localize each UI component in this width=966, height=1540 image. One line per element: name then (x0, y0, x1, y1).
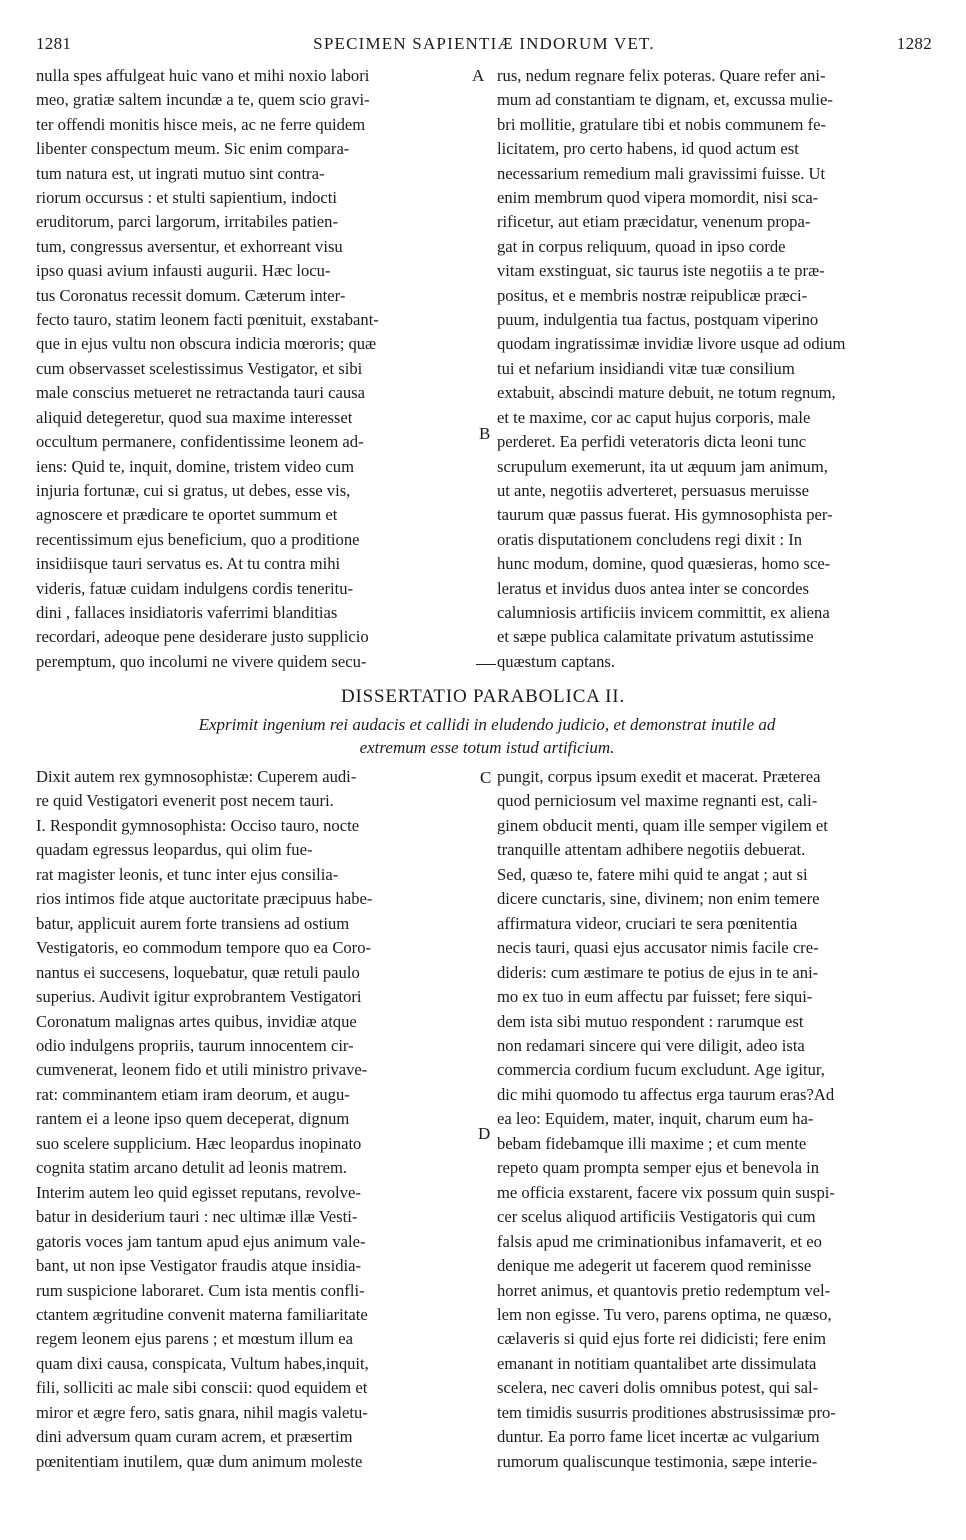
text-line: libenter conspectum meum. Sic enim compara- (36, 139, 350, 159)
text-line: cumvenerat, leonem fido et utili ministro privave- (36, 1060, 368, 1080)
section-title: DISSERTATIO PARABOLICA II. (341, 686, 625, 707)
text-line: rat magister leonis, et tunc inter ejus consilia- (36, 864, 339, 884)
text-line: ctantem ægritudine convenit materna familiaritate (36, 1304, 368, 1324)
text-line: miror et ægre fero, satis gnara, nihil magis valetu- (36, 1402, 368, 1422)
section-divider (476, 664, 496, 665)
text-line: leratus et invidus duos antea inter se concordes (497, 578, 809, 598)
text-line: pœnitentiam inutilem, quæ dum animum moleste (36, 1451, 363, 1471)
text-line: dini , fallaces insidiatoris vaferrimi blanditias (36, 602, 338, 622)
text-line: re quid Vestigatori evenerit post necem tauri. (36, 791, 334, 811)
text-line: quam dixi causa, conspicata, Vultum habes,inquit, (36, 1353, 369, 1373)
text-line: duntur. Ea porro fame licet incertæ ac vulgarium (497, 1427, 820, 1447)
text-line: tum, congressus aversentur, et exhorreant visu (36, 236, 343, 256)
bottom-right-column (497, 765, 931, 1474)
bottom-left-column (36, 765, 472, 1474)
text-line: necessarium remedium mali gravissimi fuisse. Ut (497, 163, 826, 183)
text-line: dem ista sibi mutuo respondent : rarumque est (497, 1011, 804, 1031)
text-line: peremptum, quo incolumi ne vivere quidem secu- (36, 651, 367, 671)
text-line: hunc modum, domine, quod quæsieras, homo sce- (497, 554, 831, 574)
text-line: et sæpe publica calamitate privatum astutissime (497, 627, 814, 647)
text-line: videris, fatuæ cuidam indulgens cordis teneritu- (36, 578, 354, 598)
text-line: falsis apud me criminationibus infamaverit, et eo (497, 1231, 822, 1251)
text-line: denique me adegerit ut facerem quod reminisse (497, 1256, 812, 1276)
text-line: rificetur, aut etiam præcidatur, venenum propa- (497, 212, 811, 232)
text-line: repeto quam prompta semper ejus et benevola in (497, 1158, 820, 1178)
text-line: cognita statim arcano detulit ad leonis matrem. (36, 1158, 348, 1178)
text-line: rus, nedum regnare felix poteras. Quare refer ani- (497, 66, 826, 85)
text-line: dideris: cum æstimare te potius de ejus in te ani- (497, 962, 819, 982)
text-line: affirmatura videor, cruciari te sera pœnitentia (497, 913, 798, 933)
text-line: occultum permanere, confidentissime leonem ad- (36, 432, 364, 452)
text-line: superius. Audivit igitur exprobrantem Vestigatori (36, 987, 362, 1007)
text-line: bebam fidebamque illi maxime ; et cum mente (497, 1133, 807, 1153)
text-line: Interim autem leo quid egisset reputans, revolve- (36, 1182, 361, 1202)
top-right-column (497, 64, 931, 674)
text-line: ginem obducit menti, quam ille semper vigilem et (497, 815, 828, 835)
text-line: nantus ei succesens, loquebatur, quæ retuli paulo (36, 962, 360, 982)
text-line: tus Coronatus recessit domum. Cæterum inter- (36, 285, 346, 305)
text-line: emanant in notitiam quantalibet arte dissimulata (497, 1353, 817, 1373)
page-number-left: 1281 (36, 34, 72, 53)
section-subtitle (44, 713, 930, 759)
text-line: enim membrum quod vipera momordit, nisi sca- (497, 188, 819, 208)
text-line: mo ex tuo in eum affectu par fuisset; fere siqui- (497, 987, 813, 1007)
text-line: perderet. Ea perfidi veteratoris dicta leoni tunc (497, 432, 807, 452)
text-line: ipso quasi avium infausti augurii. Hæc locu- (36, 261, 331, 281)
text-line: horret animus, et quantovis pretio redemptum vel- (497, 1280, 831, 1300)
text-line: calumniosis artificiis invicem committit, ex aliena (497, 602, 830, 622)
text-line: odio indulgens propriis, taurum innocentem cir- (36, 1035, 354, 1055)
text-line: meo, gratiæ saltem incundæ a te, quem scio gravi- (36, 90, 370, 110)
top-left-column (36, 64, 472, 674)
text-line: pungit, corpus ipsum exedit et macerat. Præterea (497, 767, 821, 786)
text-line: mum ad constantiam te dignam, et, excussa mulie- (497, 90, 833, 110)
margin-marker-d: D (478, 1124, 491, 1143)
text-line: tui et nefarium insidiandi vitæ tuæ consilium (497, 358, 795, 378)
text-line: rantem ei a leone ipso quem deceperat, dignum (36, 1109, 350, 1129)
text-line: dini adversum quam curam acrem, et præsertim (36, 1427, 353, 1447)
text-line: recordari, adeoque pene desiderare justo supplicio (36, 627, 369, 647)
text-line: cælaveris si quid ejus forte rei didicisti; fere enim (497, 1329, 827, 1349)
subtitle-line: Exprimit ingenium rei audacis et callidi in eludendo judicio, et demonstrat inutile ad (198, 715, 776, 734)
text-line: gat in corpus reliquum, quoad in ipso corde (497, 236, 786, 256)
text-line: agnoscere et prædicare te oportet summum et (36, 505, 338, 525)
text-line: rum suspicione laboraret. Cum ista mentis confli- (36, 1280, 365, 1300)
text-line: rios intimos fide atque auctoritate præcipuus habe- (36, 889, 373, 909)
text-line: batur, applicuit aurem forte transiens ad ostium (36, 913, 350, 933)
page-number-right: 1282 (896, 34, 932, 53)
text-line: quod perniciosum vel maxime regnanti est, cali- (497, 791, 818, 811)
text-line: ut ante, negotiis adverteret, persuasus meruisse (497, 480, 809, 500)
text-line: cum observasset scelestissimus Vestigator, et sibi (36, 358, 363, 378)
text-line: insidiisque tauri servatus es. At tu contra mihi (36, 554, 341, 574)
text-line: commercia cordium fucum excludunt. Age igitur, (497, 1060, 825, 1080)
text-line: et te maxime, cor ac caput hujus corporis, male (497, 407, 811, 427)
text-line: positus, et e membris nostræ reipublicæ præci- (497, 285, 808, 305)
text-line: I. Respondit gymnosophista: Occiso tauro, nocte (36, 815, 360, 835)
text-line: quadam egressus leopardus, qui olim fue- (36, 840, 313, 860)
text-line: Sed, quæso te, fatere mihi quid te angat ; aut si (497, 864, 808, 884)
text-line: que in ejus vultu non obscura indicia mœroris; quæ (36, 334, 377, 354)
text-line: bri mollitie, gratulare tibi et nobis communem fe- (497, 114, 827, 134)
text-line: extabuit, abscindi mature debuit, ne totum regnum, (497, 383, 836, 403)
margin-marker-b: B (479, 424, 491, 443)
text-line: quæstum captans. (497, 651, 615, 671)
text-line: quodam ingratissimæ invidiæ livore usque ad odium (497, 334, 846, 354)
text-line: me officia exstarent, facere vix possum quin suspi- (497, 1182, 835, 1202)
text-line: Coronatum malignas artes quibus, invidiæ atque (36, 1011, 357, 1031)
text-line: eruditorum, parci largorum, irritabiles patien- (36, 212, 338, 232)
text-line: recentissimum ejus beneficium, quo a proditione (36, 529, 360, 549)
running-title: SPECIMEN SAPIENTIÆ INDORUM VET. (313, 34, 655, 53)
text-line: riorum occursus : et stulti sapientium, indocti (36, 188, 337, 208)
margin-marker-a: A (472, 66, 485, 85)
text-line: tranquille attentam adhibere negotiis debuerat. (497, 840, 806, 860)
text-line: necis tauri, quasi ejus accusator nimis facile cre- (497, 938, 819, 958)
subtitle-line: extremum esse totum istud artificium. (359, 738, 615, 757)
text-line: tem timidis susurris proditiones abstrusissimæ pro- (497, 1402, 836, 1422)
text-line: dicere cunctaris, sine, divinem; non enim temere (497, 889, 820, 909)
text-line: Vestigatoris, eo commodum tempore quo ea Coro- (36, 938, 372, 958)
text-line: iens: Quid te, inquit, domine, tristem video cum (36, 456, 355, 476)
text-line: male conscius metueret ne retractanda tauri causa (36, 383, 365, 403)
text-line: suo scelere supplicium. Hæc leopardus inopinato (36, 1133, 362, 1153)
text-line: cer scelus aliquod artificiis Vestigatoris qui cum (497, 1207, 816, 1227)
text-line: licitatem, pro certo habens, id quod actum est (497, 139, 799, 159)
text-line: ter offendi monitis hisce meis, ac ne ferre quidem (36, 114, 366, 134)
text-line: scrupulum exemerunt, ita ut æquum jam animum, (497, 456, 828, 476)
text-line: bant, ut non ipse Vestigator fraudis atque insidia- (36, 1256, 362, 1276)
text-line: Dixit autem rex gymnosophistæ: Cuperem audi- (36, 767, 357, 786)
text-line: lem non egisse. Tu vero, parens optima, ne quæso, (497, 1304, 832, 1324)
text-line: gatoris voces jam tantum apud ejus animum vale- (36, 1231, 366, 1251)
margin-marker-c: C (480, 768, 492, 787)
text-line: ea leo: Equidem, mater, inquit, charum eum ha- (497, 1109, 814, 1129)
text-line: puum, indulgentia tua factus, postquam viperino (497, 310, 819, 330)
text-line: nulla spes affulgeat huic vano et mihi noxio labori (36, 66, 370, 85)
text-line: oratis disputationem concludens regi dixit : In (497, 529, 803, 549)
running-head (36, 34, 932, 60)
text-line: aliquid detegeretur, quod sua maxime interesset (36, 407, 353, 427)
text-line: batur in desiderium tauri : nec ultimæ illæ Vesti- (36, 1207, 358, 1227)
text-line: dic mihi quomodo tu affectus erga taurum eras?Ad (497, 1084, 835, 1104)
text-line: rat: comminantem etiam iram deorum, et augu- (36, 1084, 350, 1104)
text-line: injuria fortunæ, cui si gratus, ut debes, esse vis, (36, 480, 351, 500)
text-line: scelera, nec caveri dolis omnibus potest, qui sal- (497, 1378, 819, 1398)
text-line: vitam exstinguat, sic taurus iste negotiis a te præ- (497, 261, 825, 281)
text-line: tum natura est, ut ingrati mutuo sint contra- (36, 163, 325, 183)
text-line: non redamari sincere qui vere diligit, adeo ista (497, 1035, 805, 1055)
text-line: regem leonem ejus parens ; et mœstum illum ea (36, 1329, 354, 1349)
text-line: taurum quæ passus fuerat. His gymnosophista per- (497, 505, 833, 525)
text-line: rumorum qualiscunque testimonia, sæpe interie- (497, 1451, 818, 1471)
text-line: fili, solliciti ac male sibi conscii: quod equidem et (36, 1378, 368, 1398)
text-line: fecto tauro, statim leonem facti pœnituit, exstabant- (36, 310, 379, 330)
